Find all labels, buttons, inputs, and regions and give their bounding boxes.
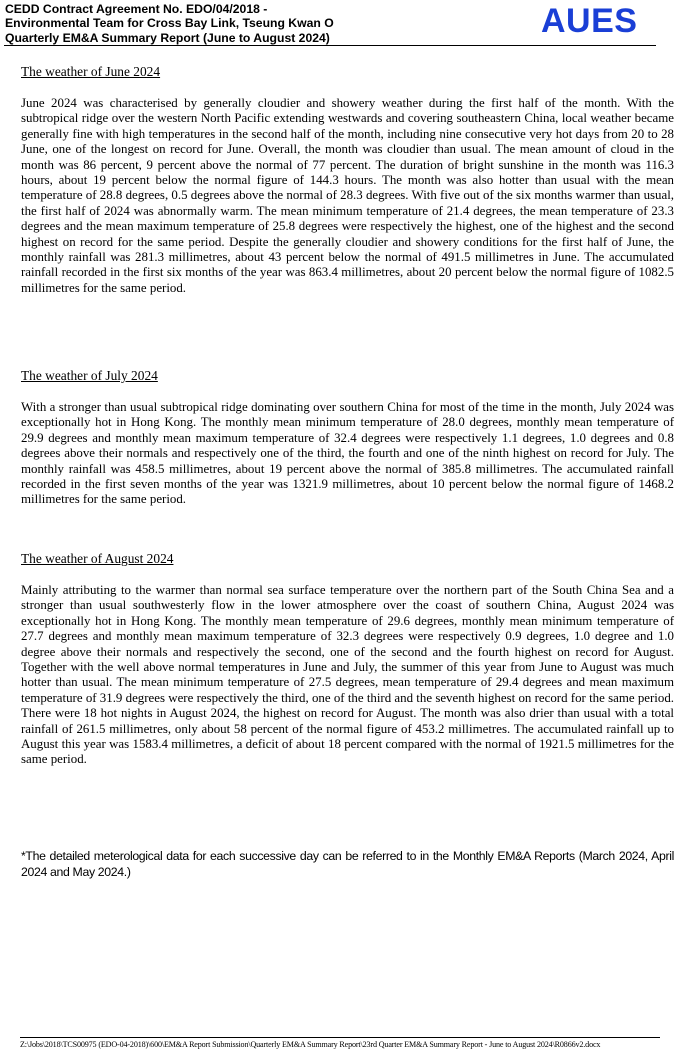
header-title-block bbox=[5, 2, 525, 45]
header-contract-line: CEDD Contract Agreement No. EDO/04/2018 - bbox=[5, 2, 268, 16]
report-header bbox=[4, 0, 656, 47]
header-divider bbox=[4, 45, 656, 46]
paragraph-july: With a stronger than usual subtropical ridge dominating over southern China for most of the time in the month, July 2024 was exceptionally hot in Hong Kong. The monthly mean minimum temperature of 28.0 degrees, monthly mean temperature of 29.9 degrees and monthly mean maximum temperature of 32.4 degrees were respectively 1.1 degrees, 1.0 degrees and 0.8 degrees above their normals and respectively one of the third, the fourth and one of the ninth highest on record for July. The monthly rainfall was 458.5 millimetres, about 19 percent above the normal of 385.8 millimetres. The accumulated rainfall recorded in the first seven months of the year was 1321.9 millimetres, about 10 percent below the normal figure of 1468.2 millimetres for the same period. bbox=[21, 400, 674, 507]
section-title-june: The weather of June 2024 bbox=[21, 64, 161, 79]
header-project-line: Environmental Team for Cross Bay Link, Tseung Kwan O bbox=[5, 16, 334, 31]
footer-divider bbox=[20, 1037, 660, 1038]
section-july-weather bbox=[21, 368, 674, 508]
section-title-july: The weather of July 2024 bbox=[21, 368, 158, 383]
section-june-weather bbox=[21, 64, 674, 296]
footer-file-path: Z:\Jobs\2018\TCS00975 (EDO-04-2018)\600\EM&A Report Submission\Quarterly EM&A Summary Report\23rd Quarter EM&A Summary Report - June to August 2024\R0866v2.docx bbox=[20, 1040, 601, 1049]
section-august-weather bbox=[21, 551, 674, 768]
header-report-line: Quarterly EM&A Summary Report (June to August 2024) bbox=[5, 30, 330, 45]
page-footer bbox=[20, 1037, 660, 1050]
footnote: *The detailed meterological data for each successive day can be referred to in the Monthly EM&A Reports (March 2024, April 2024 and May 2024.) bbox=[21, 849, 674, 879]
paragraph-august: Mainly attributing to the warmer than normal sea surface temperature over the northern part of the South China Sea and a stronger than usual southwesterly flow in the lower atmosphere over the coast of southern China, August 2024 was exceptionally hot in Hong Kong. The monthly mean temperature of 29.6 degrees, monthly mean minimum temperature of 27.7 degrees and monthly mean maximum temperature of 32.3 degrees were respectively 0.9 degrees, 1.0 degree and 1.0 degree above their normals and respectively the second, one of the second and the fourth highest on record for August. Together with the well above normal temperatures in June and July, the summer of this year from June to August was much hotter than usual. The mean minimum temperature of 27.5 degrees, mean temperature of 29.4 degrees and mean maximum temperature of 31.9 degrees were respectively the third, one of the third and the seventh highest on record for the same period. There were 18 hot nights in August 2024, the highest on record for August. The month was also drier than usual with a total rainfall of 261.5 millimetres, only about 58 percent of the normal figure of 453.2 millimetres. The accumulated rainfall up to August this year was 1583.4 millimetres, a deficit of about 18 percent compared with the normal of 1921.5 millimetres for the same period. bbox=[21, 583, 674, 767]
paragraph-june: June 2024 was characterised by generally cloudier and showery weather during the first half of the month. With the subtropical ridge over the western North Pacific extending westwards and covering southeastern China, local weather became generally fine with high temperatures in the second half of the month, including nine consecutive very hot days from 20 to 28 June, one of the longest on record for June. Overall, the month was cloudier than usual. The mean amount of cloud in the month was 86 percent, 9 percent above the normal of 77 percent. The duration of bright sunshine in the month was 116.3 hours, about 19 percent below the normal figure of 144.3 hours. The month was also hotter than usual with the mean temperature of 28.8 degrees, 0.5 degrees above the normal of 28.3 degrees. With five out of the six months warmer than usual, the first half of 2024 was abnormally warm. The mean minimum temperature of 21.4 degrees, the mean temperature of 23.3 degrees and the mean maximum temperature of 25.8 degrees were respectively the highest, one of the highest and the second highest on record for the same period. Despite the generally cloudier and showery conditions for the first half of June, the monthly rainfall was 281.3 millimetres, about 43 percent below the normal of 491.5 millimetres in June. The accumulated rainfall recorded in the first six months of the year was 863.4 millimetres, about 20 percent below the normal figure of 1082.5 millimetres for the same period. bbox=[21, 96, 674, 295]
aues-logo: AUES bbox=[541, 2, 638, 40]
section-title-august: The weather of August 2024 bbox=[21, 551, 174, 566]
